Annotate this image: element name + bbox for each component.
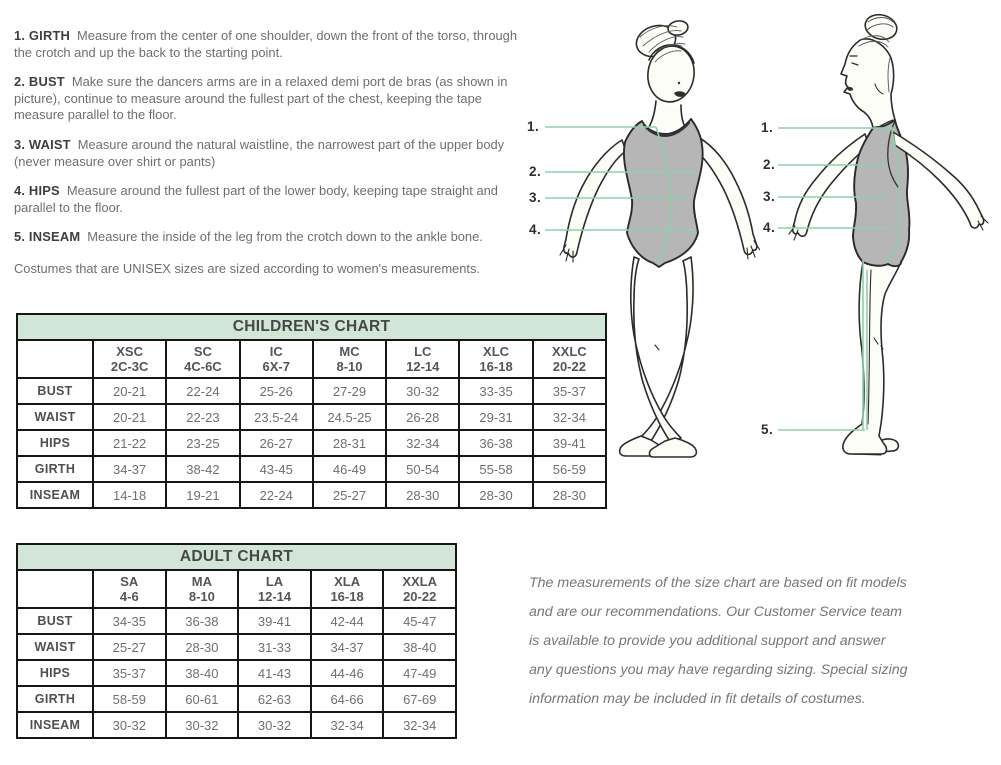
size-cell: 23-25 [166, 430, 239, 456]
size-cell: 28-30 [386, 482, 459, 508]
childrens-chart-header-row [17, 340, 606, 378]
corner-cell [17, 340, 93, 378]
table-row [17, 430, 606, 456]
sizing-note-line: is available to provide you additional support and answer [529, 633, 886, 649]
adult-chart-title: ADULT CHART [17, 544, 456, 570]
column-header: XSC 2C-3C [93, 340, 166, 378]
size-cell: 32-34 [383, 712, 456, 738]
size-cell: 60-61 [166, 686, 239, 712]
size-cell: 32-34 [386, 430, 459, 456]
size-cell: 28-30 [533, 482, 606, 508]
size-cell: 30-32 [386, 378, 459, 404]
column-header: IC 6X-7 [240, 340, 313, 378]
dancer-back-illustration [755, 8, 1001, 462]
size-cell: 28-30 [166, 634, 239, 660]
childrens-chart-table [16, 313, 607, 509]
instruction-hips [14, 183, 520, 216]
size-cell: 62-63 [238, 686, 311, 712]
instruction-bust [14, 74, 520, 124]
size-cell: 19-21 [166, 482, 239, 508]
size-cell: 47-49 [383, 660, 456, 686]
size-cell: 22-24 [240, 482, 313, 508]
size-cell: 28-30 [459, 482, 532, 508]
size-cell: 34-35 [93, 608, 166, 634]
size-cell: 58-59 [93, 686, 166, 712]
size-cell: 50-54 [386, 456, 459, 482]
sizing-note-line: any questions you may have regarding sizing. Special sizing [529, 662, 908, 678]
dancer-front-drawing [525, 15, 760, 465]
column-header: XXLC 20-22 [533, 340, 606, 378]
left-arm [560, 140, 626, 262]
sizing-note [529, 569, 989, 714]
size-cell: 22-24 [166, 378, 239, 404]
size-cell: 39-41 [238, 608, 311, 634]
size-cell: 26-28 [386, 404, 459, 430]
instruction-term-girth: 1. GIRTH [14, 28, 71, 43]
dancer-front-illustration [525, 15, 760, 465]
size-cell: 42-44 [311, 608, 384, 634]
table-row [17, 378, 606, 404]
size-cell: 30-32 [93, 712, 166, 738]
column-header: MC 8-10 [313, 340, 386, 378]
size-cell: 64-66 [311, 686, 384, 712]
instruction-term-hips: 4. HIPS [14, 183, 60, 199]
size-cell: 36-38 [459, 430, 532, 456]
row-header: GIRTH [17, 686, 93, 712]
instruction-term-waist: 3. WAIST [14, 136, 71, 152]
instruction-girth [14, 28, 520, 61]
adult-chart-table [16, 543, 457, 739]
table-row [17, 482, 606, 508]
row-header: BUST [17, 608, 93, 634]
instruction-text-girth: Measure from the center of one shoulder, down the front of the torso, through the crotch and up the back to the starting point. [14, 28, 518, 60]
instruction-text-hips: Measure around the fullest part of the lower body, keeping tape straight and parallel to the floor. [14, 183, 498, 215]
measurement-label: 3. [529, 190, 542, 205]
measurement-label: 3. [763, 189, 776, 204]
size-cell: 21-22 [93, 430, 166, 456]
size-cell: 45-47 [383, 608, 456, 634]
measurement-label: 1. [527, 119, 540, 134]
size-cell: 67-69 [383, 686, 456, 712]
leotard [624, 119, 703, 267]
instruction-text-inseam: Measure the inside of the leg from the crotch down to the ankle bone. [87, 229, 483, 245]
size-cell: 32-34 [311, 712, 384, 738]
measurement-label: 2. [529, 164, 542, 179]
size-cell: 56-59 [533, 456, 606, 482]
instruction-term-bust: 2. BUST [14, 74, 65, 90]
row-header: INSEAM [17, 482, 93, 508]
size-cell: 35-37 [533, 378, 606, 404]
column-header: MA 8-10 [166, 570, 239, 608]
size-cell: 28-31 [313, 430, 386, 456]
measurement-label: 4. [529, 222, 542, 237]
table-row [17, 404, 606, 430]
row-header: GIRTH [17, 456, 93, 482]
right-arm [695, 137, 760, 259]
size-cell: 20-21 [93, 378, 166, 404]
column-header: LC 12-14 [386, 340, 459, 378]
size-cell: 55-58 [459, 456, 532, 482]
size-cell: 32-34 [533, 404, 606, 430]
size-cell: 30-32 [238, 712, 311, 738]
size-cell: 14-18 [93, 482, 166, 508]
size-cell: 33-35 [459, 378, 532, 404]
size-cell: 27-29 [313, 378, 386, 404]
size-cell: 29-31 [459, 404, 532, 430]
adult-chart-header-row [17, 570, 456, 608]
size-cell: 26-27 [240, 430, 313, 456]
size-cell: 44-46 [311, 660, 384, 686]
measurement-instructions [14, 28, 520, 291]
table-row [17, 608, 456, 634]
column-header: SC 4C-6C [166, 340, 239, 378]
column-header: SA 4-6 [93, 570, 166, 608]
measurement-label: 5. [761, 422, 774, 437]
size-cell: 38-42 [166, 456, 239, 482]
neck [649, 99, 685, 128]
measurement-label: 2. [763, 157, 776, 172]
size-cell: 31-33 [238, 634, 311, 660]
sizing-note-line: information may be included in fit details of costumes. [529, 691, 866, 707]
childrens-chart-title-row [17, 314, 606, 340]
size-cell: 25-27 [93, 634, 166, 660]
row-header: INSEAM [17, 712, 93, 738]
size-cell: 46-49 [313, 456, 386, 482]
row-header: HIPS [17, 430, 93, 456]
size-cell: 23.5-24 [240, 404, 313, 430]
instruction-text-waist: Measure around the natural waistline, the narrowest part of the upper body (never measure over shirt or pants) [14, 136, 505, 169]
sizing-note-line: The measurements of the size chart are based on fit models [529, 575, 907, 591]
adult-chart-title-row [17, 544, 456, 570]
unisex-note: Costumes that are UNISEX sizes are sized according to women's measurements. [14, 260, 481, 276]
instruction-waist [14, 137, 520, 170]
size-cell: 41-43 [238, 660, 311, 686]
table-row [17, 660, 456, 686]
table-row [17, 634, 456, 660]
row-header: WAIST [17, 404, 93, 430]
legs [620, 257, 697, 457]
instruction-text-bust: Make sure the dancers arms are in a relaxed demi port de bras (as shown in picture), continue to measure around the fullest part of the chest, keeping the tape measure parallel to the floor. [14, 74, 508, 123]
size-cell: 34-37 [311, 634, 384, 660]
size-cell: 36-38 [166, 608, 239, 634]
size-cell: 30-32 [166, 712, 239, 738]
size-cell: 38-40 [383, 634, 456, 660]
dancer-back-drawing [755, 8, 1001, 462]
column-header: LA 12-14 [238, 570, 311, 608]
size-cell: 34-37 [93, 456, 166, 482]
size-cell: 25-27 [313, 482, 386, 508]
size-cell: 39-41 [533, 430, 606, 456]
instruction-inseam [14, 229, 520, 246]
table-row [17, 712, 456, 738]
measurement-label: 1. [761, 120, 774, 135]
corner-cell [17, 570, 93, 608]
sizing-note-line: and are our recommendations. Our Customer Service team [529, 604, 902, 620]
size-cell: 25-26 [240, 378, 313, 404]
row-header: WAIST [17, 634, 93, 660]
size-cell: 43-45 [240, 456, 313, 482]
size-cell: 24.5-25 [313, 404, 386, 430]
column-header: XXLA 20-22 [383, 570, 456, 608]
table-row [17, 686, 456, 712]
table-row [17, 456, 606, 482]
column-header: XLA 16-18 [311, 570, 384, 608]
size-cell: 35-37 [93, 660, 166, 686]
size-cell: 20-21 [93, 404, 166, 430]
size-cell: 22-23 [166, 404, 239, 430]
row-header: HIPS [17, 660, 93, 686]
row-header: BUST [17, 378, 93, 404]
size-cell: 38-40 [166, 660, 239, 686]
column-header: XLC 16-18 [459, 340, 532, 378]
childrens-chart-title: CHILDREN'S CHART [17, 314, 606, 340]
measurement-label: 4. [763, 220, 776, 235]
instruction-term-inseam: 5. INSEAM [14, 229, 81, 245]
